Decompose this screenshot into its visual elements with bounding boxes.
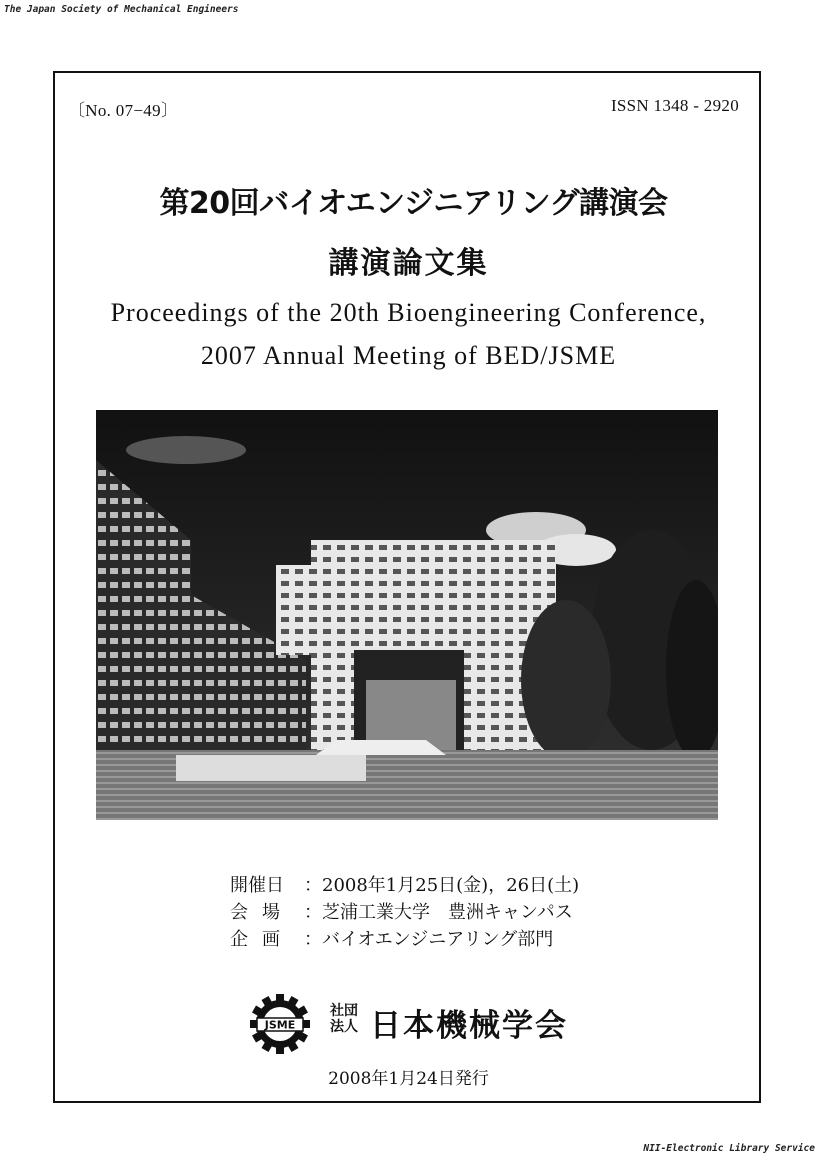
- corp-type-line1: 社団: [330, 1003, 358, 1019]
- title-english-line1: Proceedings of the 20th Bioengineering Conference,: [110, 298, 707, 327]
- organizer-label: 企画: [230, 929, 294, 950]
- issue-number: 〔No. 07−49〕: [68, 101, 179, 120]
- logo-text: JSME: [264, 1018, 296, 1032]
- issn: ISSN 1348 - 2920: [610, 96, 739, 115]
- subtitle-japanese: 講演論文集: [328, 246, 489, 281]
- corp-type-line2: 法人: [330, 1019, 358, 1035]
- jsme-gear-logo: [249, 993, 311, 1055]
- organizer-row: [230, 926, 579, 953]
- campus-photo: [96, 410, 718, 820]
- title-japanese: 第20回バイオエンジニアリング講演会: [159, 186, 668, 221]
- society-name: 日本機械学会: [370, 1008, 568, 1044]
- publication-date: 2008年1月24日発行: [328, 1069, 489, 1089]
- title-english-line2: 2007 Annual Meeting of BED/JSME: [200, 341, 617, 370]
- venue-row: [230, 899, 579, 926]
- event-date-label: 開催日: [230, 875, 284, 896]
- event-date-value: ：2008年1月25日(金)，26日(土): [304, 875, 580, 896]
- organizer-value: ：バイオエンジニアリング部門: [304, 929, 554, 950]
- source-header: The Japan Society of Mechanical Engineers: [4, 4, 239, 15]
- venue-label: 会場: [230, 902, 294, 923]
- event-info: [230, 872, 579, 953]
- corporation-type: [330, 1003, 360, 1035]
- venue-value: ：芝浦工業大学 豊洲キャンパス: [304, 902, 573, 923]
- event-date-row: [230, 872, 579, 899]
- source-footer: NII-Electronic Library Service: [643, 1143, 815, 1154]
